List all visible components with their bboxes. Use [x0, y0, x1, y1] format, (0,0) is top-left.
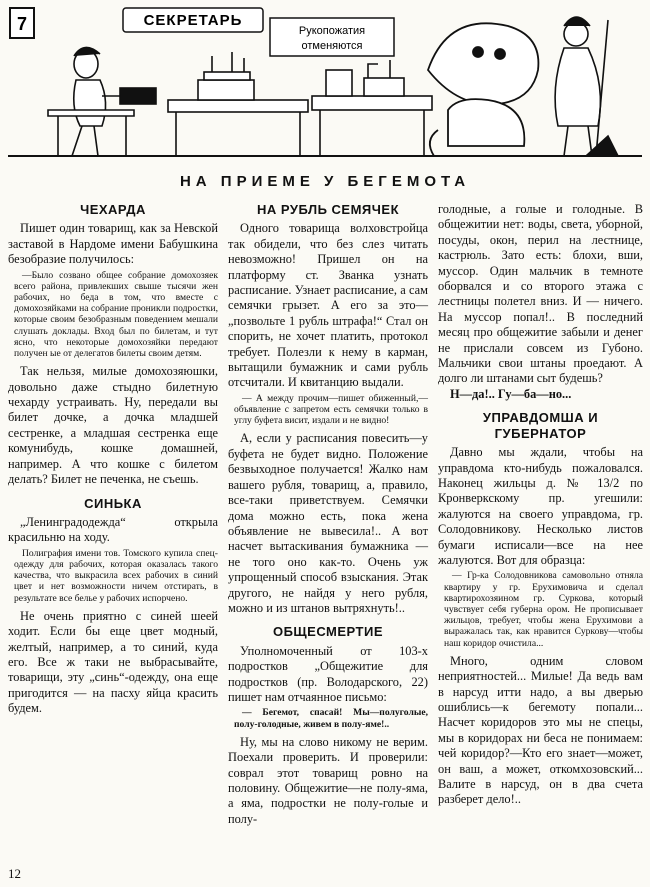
letter-quote: —Было созвано общее собрание домохозяек всего района, привлекших свыше тысячи жен рабочих, но беда в том, что вместе с домохозяйками на собрание проникли подростки, которые своим безобразным поведением мешали слушать доклады. Вход был по билетам, и тут ясно, что некоторые домохозяйки передают получен ые от делегатов билеты своим детям. — [14, 269, 218, 360]
section-title: СЕКРЕТАРЬ — [143, 12, 243, 29]
letter-quote: — А между прочим—пишет обиженный,—объявление с запретом есть семячки только в углу буфета висит, издали и не видно! — [234, 392, 428, 427]
article-closing-line: Н—да!.. Гу—ба—но... — [450, 386, 572, 401]
article-paragraph: А, если у расписания повесить—у буфета не будет видно. Положение безвыходное получается! Жалко нам вашего рубля, товарищ, а, правило, все-таки приветствуем. Семячки дома можно есть, пока жена объявление не вывесила!.. А вот насчет вытаскивания бумажника — не того оно как-то. Очень уж упрощенный способ взыскания. Этак другого, не найдя у него рубля, можно и из штанов вытряхнуть!.. — [228, 431, 428, 615]
cleaner-figure — [555, 17, 618, 156]
header-illustration — [8, 0, 642, 172]
article-paragraph: Так нельзя, милые домохозяюшки, довольно даже стыдно билетную чехарду устраивать. Ну, передали вы билет дочке, а дочка младшей сестренке, а младшая сестренка еще комунибудь, кошке домашней, например. А что кошке с билетом делать? Билет не печенка, не съешь. — [8, 364, 218, 487]
column-3 — [438, 202, 643, 808]
article-paragraph: Не очень приятно с синей шеей ходит. Если бы еще цвет модный, желтый, например, а то синий, куда его. Все ж таки не выбрасывайте, товарищи, эту „синь“-одежду, она еще пригодится — на пасху яйца красить будем. — [8, 608, 218, 716]
column-1 — [8, 202, 218, 717]
article-paragraph: Давно мы ждали, чтобы на управдома кто-нибудь пожаловался. Наконец жильцы д. № 13/2 по Кронверкскому пр. угешили: жалуются на своего управдома, гр. Солодовникову. Несколько листов бумаги исписали—все на нее жалуются. Вот для образца: — [438, 445, 643, 567]
article-paragraph: „Ленинградодежда“ открыла красильню на ходу. — [8, 514, 218, 545]
article-paragraph: голодные, а голые и голодные. В общежитии нет: воды, света, уборной, посуды, окон, перил на лестнице, кастрюль. Зато есть: блохи, вши, муссор. Один мальчик в темноте оборвался и со второго этажа с лестницы полетел вниз. И — ничего. На муссор попал!.. В последний месяц про общежитие забыли и денег не прислали совсем из Губоно. Мальчики свои штаны проедают. А долго ли штанами сыт будешь? — [438, 202, 643, 386]
article-paragraph: Много, одним словом неприятностей... Милые! Да ведь вам в нарсуд итти надо, а вы дверью ошиблись—к бегемоту попали... Насчет коридоров это мы не спецы, мы в коридорах ни беса не понимаем: чей коридор?—Кто его знает—может, он ваш, а может, откомхозовский... Валите в нарсуд, он в два счета разберет дело!.. — [438, 653, 643, 807]
page-number: 12 — [8, 866, 21, 881]
middle-desk — [168, 52, 308, 156]
article-heading-rubl-semyachek: НА РУБЛЬ СЕМЯЧЕК — [256, 202, 400, 217]
column-2 — [228, 202, 428, 827]
letter-quote: — Бегемот, спасай! Мы—полуголые, полу-голодные, живем в полу-яме!.. — [234, 707, 428, 730]
wall-sign-line1: Рукопожатия — [298, 25, 366, 37]
typist-figure — [48, 47, 156, 156]
article-paragraph: Ну, мы на слово никому не верим. Поехали проверить. И проверили: соврал этот товарищ ровно на половину. Общежитие—не полу-яма, а яма, подростки не полу-голые и полу- — [228, 734, 428, 826]
article-paragraph: Пишет один товарищ, как за Невской заставой в Нардоме имени Бабушкина безобразие получилось: — [8, 221, 218, 267]
article-paragraph: Одного товарища волховстройца так обидели, что без слез читать невозможно! Пришел он на платформу ст. Званка узнать расписание. Узнает расписание, а сам семячки грызет. А его за это—„позвольте 1 рубль штрафа!“ Стал он спорить, не хочет платить, протокол требует. Полезли к нему в карман, вытащили бумажник и сами рубль отсчитали. И квитанцию выдали. — [228, 221, 428, 390]
letter-quote: Полиграфия имени тов. Томского купила спец-одежду для рабочих, которая оказалась такого качества, что выкрасила всех рабочих в синий цвет и нет возможности ничем отстирать, в результате все белье у рабочих испорчено. — [14, 547, 218, 604]
section-number: 7 — [16, 14, 28, 34]
article-heading-chekharda: ЧЕХАРДА — [80, 202, 146, 217]
article-heading-upravdomsha: УПРАВДОМША И ГУБЕРНАТОР — [482, 410, 599, 441]
article-paragraph: Уполномоченный от 103-х подростков „Общежитие для подростков (пр. Володарского, 22) пишет нам отчаянное письмо: — [228, 643, 428, 704]
wall-sign-line2: отменяются — [301, 40, 363, 52]
page-title: НА ПРИЕМЕ У БЕГЕМОТА — [179, 173, 471, 190]
article-heading-obshchesmertie: ОБЩЕСМЕРТИЕ — [272, 624, 384, 640]
article-heading-sinka: СИНЬКА — [84, 495, 142, 511]
stamp-desk — [312, 60, 432, 156]
hippo-figure — [428, 23, 538, 156]
letter-quote: — Гр-ка Солодовникова самовольно отняла квартиру у гр. Ерухимовича и сделал квартирохозяином гр. Суркова, который чувствует себя губерна ором. Не прописывает жильцов, требует, чтобы жена Ерухимови а выражалась так, как нравится Суркову—чтобы наш коридор очистила... — [444, 570, 643, 649]
